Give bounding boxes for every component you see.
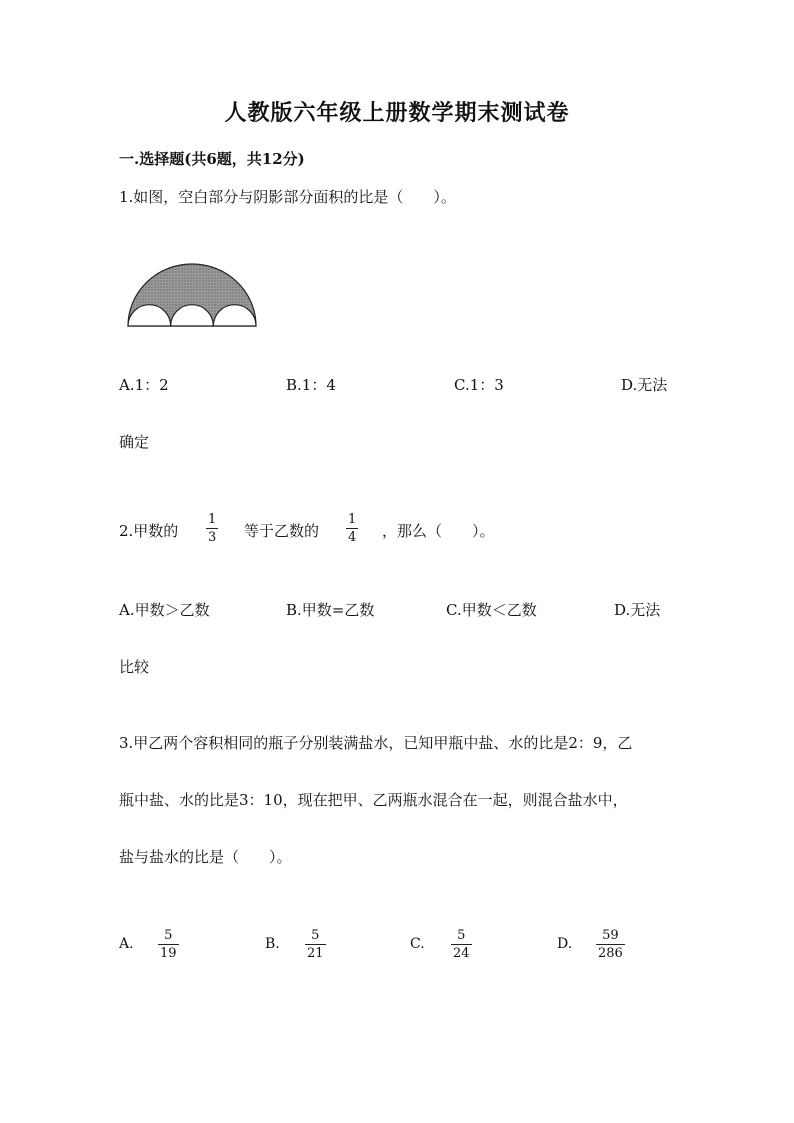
q2-option-c[interactable]: C.甲数＜乙数 (446, 601, 537, 619)
q3-option-c-denominator: 24 (453, 946, 470, 961)
question-1-stem: 1.如图，空白部分与阴影部分面积的比是（ ）。 (119, 188, 456, 206)
q1-option-a[interactable]: A.1：2 (119, 376, 169, 394)
fraction-bar (206, 528, 218, 529)
q3-option-b-numerator: 5 (311, 928, 320, 943)
q3-option-c-numerator: 5 (457, 928, 466, 943)
question-3-line-2: 瓶中盐、水的比是3：10，现在把甲、乙两瓶水混合在一起，则混合盐水中， (119, 791, 628, 809)
q3-option-a-fraction[interactable] (158, 928, 179, 961)
q1-option-d[interactable]: D.无法 (621, 376, 668, 394)
q3-option-d-numerator: 59 (602, 928, 619, 943)
q2-option-d-wrap: 比较 (119, 658, 150, 676)
q3-option-a-label[interactable]: A. (119, 936, 134, 952)
q3-option-c-label[interactable]: C. (410, 936, 425, 952)
q2-fraction-1-numerator: 1 (208, 512, 217, 527)
q2-fraction-1-denominator: 3 (208, 530, 217, 545)
question-2-prefix: 2.甲数的 (119, 522, 179, 540)
q2-fraction-2-denominator: 4 (348, 530, 357, 545)
q3-option-c-fraction[interactable] (451, 928, 472, 961)
q3-option-a-denominator: 19 (160, 946, 177, 961)
q3-option-a-numerator: 5 (164, 928, 173, 943)
question-3-line-3: 盐与盐水的比是（ ）。 (119, 848, 292, 866)
q1-option-c[interactable]: C.1：3 (454, 376, 504, 394)
fraction-bar (305, 944, 326, 945)
q1-option-b[interactable]: B.1：4 (286, 376, 336, 394)
fraction-bar (158, 944, 179, 945)
q3-option-d-label[interactable]: D. (557, 936, 573, 952)
question-2-suffix: ，那么（ ）。 (382, 522, 495, 540)
fraction-bar (346, 528, 358, 529)
q2-option-a[interactable]: A.甲数＞乙数 (119, 601, 210, 619)
q3-option-d-denominator: 286 (598, 946, 623, 961)
page-title: 人教版六年级上册数学期末测试卷 (224, 100, 570, 126)
question-2-middle: 等于乙数的 (244, 522, 320, 540)
q3-option-b-fraction[interactable] (305, 928, 326, 961)
q1-option-d-wrap: 确定 (119, 433, 150, 451)
q2-fraction-2 (346, 512, 358, 545)
q2-option-d[interactable]: D.无法 (614, 601, 661, 619)
fraction-bar (596, 944, 625, 945)
question-3-line-1: 3.甲乙两个容积相同的瓶子分别装满盐水，已知甲瓶中盐、水的比是2：9，乙 (119, 734, 633, 752)
q3-option-d-fraction[interactable] (596, 928, 625, 961)
q3-option-b-denominator: 21 (307, 946, 324, 961)
q2-fraction-1 (206, 512, 218, 545)
semicircle-with-three-small-semicircles-figure (124, 262, 260, 330)
q3-option-b-label[interactable]: B. (265, 936, 280, 952)
q2-option-b[interactable]: B.甲数=乙数 (286, 601, 375, 619)
fraction-bar (451, 944, 472, 945)
section-heading: 一.选择题(共6题，共12分) (119, 150, 305, 168)
q2-fraction-2-numerator: 1 (348, 512, 357, 527)
